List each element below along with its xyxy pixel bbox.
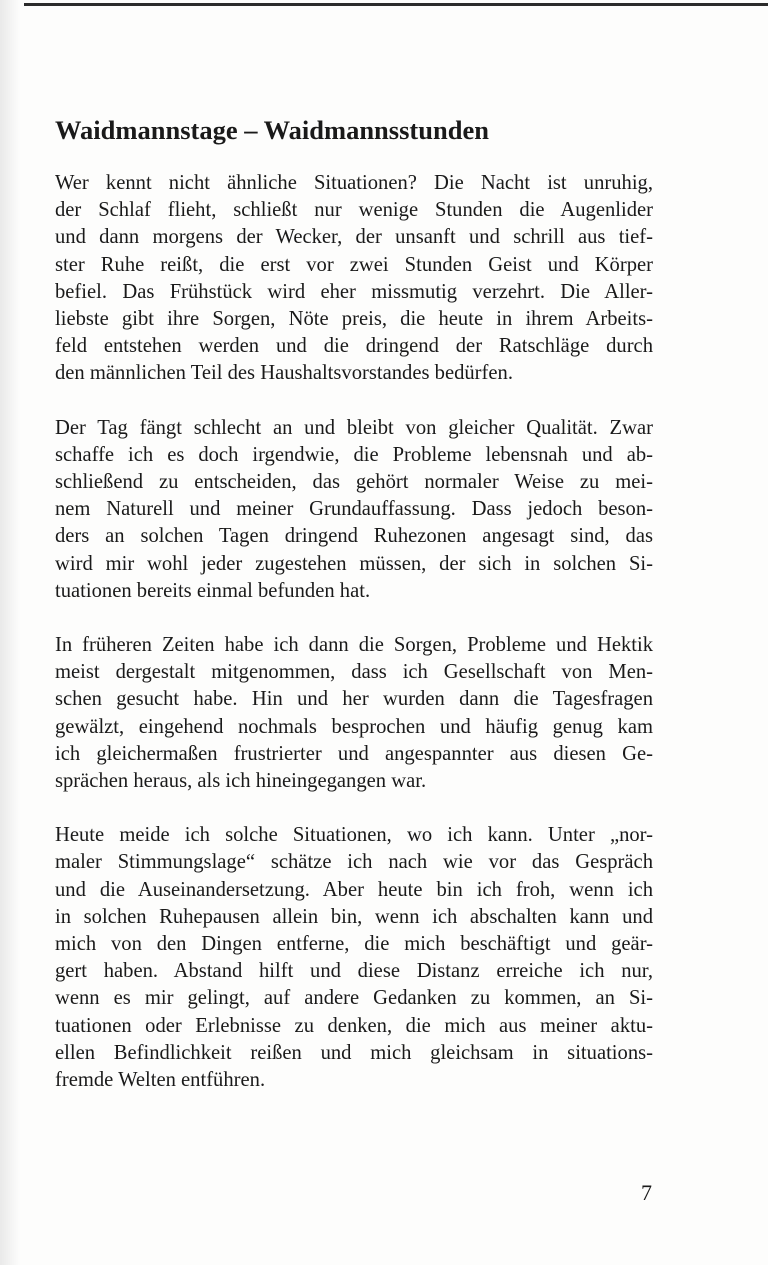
text-line: gert haben. Abstand hilft und diese Distanz erreiche ich nur, [55, 960, 653, 983]
text-line: Der Tag fängt schlecht an und bleibt von gleicher Qualität. Zwar [55, 416, 653, 439]
text-line: sprächen heraus, als ich hineingegangen war. [55, 770, 427, 793]
paragraph [55, 415, 653, 605]
text-line: schaffe ich es doch irgendwie, die Probleme lebensnah und ab- [55, 443, 653, 466]
text-line: und dann morgens der Wecker, der unsanft und schrill aus tief- [55, 226, 653, 249]
text-line: feld entstehen werden und die dringend der Ratschläge durch [55, 335, 653, 358]
text-line: mich von den Dingen entferne, die mich beschäftigt und geär- [55, 933, 653, 956]
text-line: befiel. Das Frühstück wird eher missmutig verzehrt. Die Aller- [55, 280, 653, 303]
text-line: ders an solchen Tagen dringend Ruhezonen angesagt sind, das [55, 525, 653, 548]
chapter-title: Waidmannstage – Waidmannsstunden [55, 115, 489, 145]
text-line: wird mir wohl jeder zugestehen müssen, der sich in solchen Si- [55, 552, 653, 575]
text-line: wenn es mir gelingt, auf andere Gedanken zu kommen, an Si- [55, 987, 653, 1010]
text-line: Wer kennt nicht ähnliche Situationen? Die Nacht ist unruhig, [55, 172, 653, 194]
text-line: tuationen bereits einmal befunden hat. [55, 579, 371, 602]
text-line: den männlichen Teil des Haushaltsvorstandes bedürfen. [55, 362, 513, 385]
text-line: fremde Welten entführen. [55, 1069, 266, 1092]
top-edge-rule [24, 3, 768, 6]
text-line: meist dergestalt mitgenommen, dass ich Gesellschaft von Men- [55, 661, 653, 684]
page-number: 7 [641, 1180, 652, 1205]
text-line: liebste gibt ihre Sorgen, Nöte preis, die heute in ihrem Arbeits- [55, 308, 653, 331]
text-line: tuationen oder Erlebnisse zu denken, die mich aus meiner aktu- [55, 1014, 653, 1037]
page-content [55, 112, 653, 1121]
text-line: maler Stimmungslage“ schätze ich nach wie vor das Gespräch [55, 851, 653, 874]
text-line: In früheren Zeiten habe ich dann die Sorgen, Probleme und Hektik [55, 634, 653, 657]
text-line: schen gesucht habe. Hin und her wurden dann die Tagesfragen [55, 688, 653, 711]
text-line: nem Naturell und meiner Grundauffassung. Dass jedoch beson- [55, 498, 653, 521]
paragraph [55, 822, 653, 1094]
text-line: ellen Befindlichkeit reißen und mich gleichsam in situations- [55, 1041, 653, 1064]
paragraph [55, 170, 653, 388]
text-line: ich gleichermaßen frustrierter und angespannter aus diesen Ge- [55, 742, 653, 765]
text-line: und die Auseinandersetzung. Aber heute bin ich froh, wenn ich [55, 878, 653, 901]
paragraph [55, 632, 653, 795]
text-line: in solchen Ruhepausen allein bin, wenn ich abschalten kann und [55, 905, 653, 928]
text-line: ster Ruhe reißt, die erst vor zwei Stunden Geist und Körper [55, 253, 653, 276]
page-gutter-shadow [0, 0, 20, 1265]
text-line: gewälzt, eingehend nochmals besprochen und häufig genug kam [55, 715, 653, 738]
text-line: Heute meide ich solche Situationen, wo ich kann. Unter „nor- [55, 824, 653, 847]
text-line: der Schlaf flieht, schließt nur wenige Stunden die Augenlider [55, 199, 653, 222]
text-line: schließend zu entscheiden, das gehört normaler Weise zu mei- [55, 471, 653, 494]
